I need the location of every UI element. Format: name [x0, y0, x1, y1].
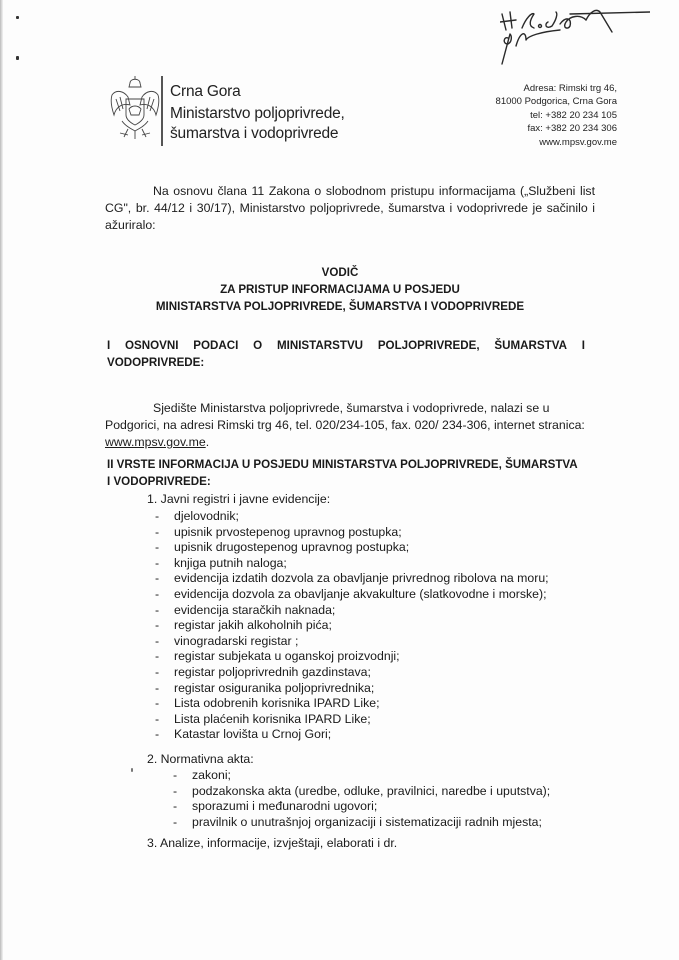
organization-name [170, 82, 345, 144]
phone-number: tel: +382 20 234 105 [530, 109, 617, 121]
group1-title: 1. Javni registri i javne evidencije: [147, 492, 331, 506]
fax-number: fax: +382 20 234 306 [527, 123, 617, 135]
section1-heading [107, 337, 585, 371]
list-item: - zakoni; [173, 768, 231, 782]
list-item: - pravilnik o unutrašnjoj organizaciji i sistematizaciji radnih mjesta; [173, 814, 542, 829]
section2-heading-line2: I VODOPRIVREDE: [107, 475, 211, 488]
list-item: - upisnik drugostepenog upravnog postupka; [155, 540, 410, 555]
website-link[interactable]: www.mpsv.gov.me [539, 136, 617, 148]
scan-speck [16, 56, 19, 60]
seat-text: Sjedište Ministarstva poljoprivrede, šumarstva i vodoprivrede, nalazi se u Podgorici, na adresi Rimski trg 46, tel. 020/234-105, fax. 020/ 234-306, internet stranica: [105, 401, 585, 432]
list-item: - Katastar lovišta u Crnoj Gori; [155, 727, 332, 742]
seat-paragraph [105, 400, 595, 451]
list-item: - evidencija dozvola za obavljanje akvakulture (slatkovodne i morske); [155, 586, 547, 601]
heading-word: POLJOPRIVREDE, [377, 339, 480, 352]
list-item: - podzakonska akta (uredbe, odluke, pravilnici, naredbe i uputstva); [173, 783, 551, 798]
list-item: - registar osiguranika poljoprivrednika; [155, 680, 375, 695]
ministry-name-line2: šumarstva i vodoprivrede [170, 125, 339, 142]
heading-word: I [581, 339, 585, 352]
intro-text: Na osnovu člana 11 Zakona o slobodnom pristupu informacijama („Službeni list CG", br. 44/12 i 30/17), Ministarstvo poljoprivrede, šumarstva i vodoprivrede je sačinilo i ažuriralo: [105, 184, 595, 232]
section2-heading-line1: II VRSTE INFORMACIJA U POSJEDU MINISTARSTVA POLJOPRIVREDE, ŠUMARSTVA [107, 458, 578, 471]
montenegro-coat-of-arms-icon [108, 75, 162, 141]
title-line1: VODIČ [321, 266, 359, 279]
country-name: Crna Gora [170, 83, 241, 100]
list-item: - knjiga putnih naloga; [155, 555, 287, 570]
list-item: - djelovodnik; [155, 509, 239, 523]
list-item: - evidencija izdatih dozvola za obavljanje privrednog ribolova na moru; [155, 571, 549, 586]
title-line3: MINISTARSTVA POLJOPRIVREDE, ŠUMARSTVA I VODOPRIVREDE [155, 300, 525, 313]
heading-word: O [253, 339, 263, 352]
heading-word: ŠUMARSTVA [494, 339, 567, 352]
intro-paragraph [105, 183, 595, 234]
group2-list [173, 768, 550, 830]
heading-word: OSNOVNI [125, 339, 179, 352]
list-item: - registar jakih alkoholnih pića; [155, 618, 332, 633]
heading-word: MINISTARSTVU [276, 339, 364, 352]
website-link-inline[interactable]: www.mpsv.gov.me [105, 435, 206, 449]
address-line1: Adresa: Rimski trg 46, [523, 83, 617, 94]
title-line2: ZA PRISTUP INFORMACIJAMA U POSJEDU [220, 283, 460, 296]
address-line2: 81000 Podgorica, Crna Gora [495, 96, 617, 108]
list-item: - sporazumi i međunarodni ugovori; [173, 799, 378, 814]
document-title [100, 264, 580, 315]
group1-list [155, 509, 549, 743]
list-item: - upisnik prvostepenog upravnog postupka; [155, 524, 402, 539]
section2-heading [107, 456, 585, 490]
list-item: - evidencija staračkih naknada; [155, 602, 336, 617]
handwritten-signature-icon [500, 2, 650, 72]
group2-title: 2. Normativna akta: [147, 752, 254, 766]
scan-speck [16, 16, 19, 19]
list-item: - Lista plaćenih korisnika IPARD Like; [155, 711, 371, 726]
seat-text-end: . [205, 435, 210, 449]
list-item: - Lista odobrenih korisnika IPARD Like; [155, 696, 380, 711]
section1-heading-line1 [107, 337, 585, 354]
heading-word: PODACI [193, 339, 239, 352]
group3-title: 3. Analize, informacije, izvještaji, elaborati i dr. [147, 836, 398, 850]
ministry-name-line1: Ministarstvo poljoprivrede, [170, 105, 345, 122]
list-item: - vinogradarski registar ; [155, 633, 299, 648]
list-item: - registar poljoprivrednih gazdinstava; [155, 664, 371, 679]
header-divider [161, 76, 163, 146]
heading-word: I [107, 339, 111, 352]
scan-speck [131, 768, 133, 772]
section1-heading-line2: VODOPRIVREDE: [107, 356, 205, 369]
contact-address-block [496, 82, 617, 149]
list-item: - registar subjekata u oganskoj proizvodnji; [155, 649, 400, 664]
scan-edge-shadow [0, 0, 3, 960]
